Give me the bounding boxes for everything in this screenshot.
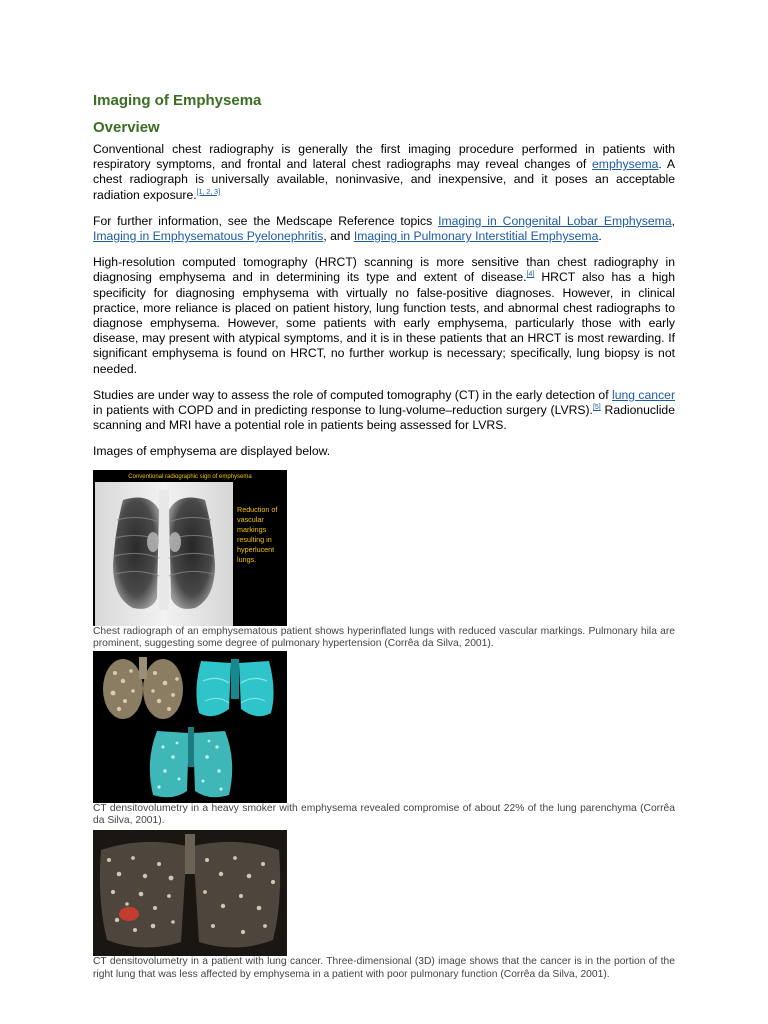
p3-text-b: HRCT also has a high specificity for diagnosing emphysema with virtually no false-positive diagnoses. However, in clinical practice, more reliance is placed on patient history, lung function tests, and abnormal chest radiographs to diagnose emphysema. However, some patients with early emphysema, particularly those with early disease, may present with atypical symptoms, and it is in these patients that an HRCT is most rewarding. If significant emphysema is found on HRCT, no further workup is necessary; specifically, lung biopsy is not needed.: [93, 270, 675, 376]
p2-sep1: ,: [671, 213, 675, 228]
p2-text-a: For further information, see the Medscape Reference topics: [93, 213, 439, 228]
paragraph-radiography: [93, 142, 675, 203]
p4-text-b: in patients with COPD and in predicting response to lung-volume–reduction surgery (LVRS).: [93, 403, 593, 418]
link-congenital-lobar-emphysema[interactable]: Imaging in Congenital Lobar Emphysema: [438, 213, 672, 228]
page-title: Imaging of Emphysema: [93, 92, 262, 109]
link-pulmonary-interstitial-emphysema[interactable]: Imaging in Pulmonary Interstitial Emphysema: [353, 229, 599, 244]
figure-ct-densitovolumetry: [93, 651, 287, 803]
figure-caption: CT densitovolumetry in a patient with lung cancer. Three-dimensional (3D) image shows that the cancer is in the portion of the right lung that was less affected by emphysema in a patient with poor pulmonary function (Corrêa da Silva, 2001).: [93, 956, 675, 980]
figure-header-text: Conventional radiographic sign of emphysema: [128, 473, 252, 480]
annotation-line: lungs.: [237, 554, 257, 564]
tumor-marker: [119, 907, 139, 921]
p3-text-a: High-resolution computed tomography (HRCT) scanning is more sensitive than chest radiography in diagnosing emphysema and in determining its type and extent of disease.: [93, 255, 675, 285]
link-emphysematous-pyelonephritis[interactable]: Imaging in Emphysematous Pyelonephritis: [93, 229, 324, 244]
p2-sep2: , and: [323, 229, 354, 244]
annotation-line: hyperlucent: [237, 544, 275, 554]
p4-text-c: Radionuclide scanning and MRI have a potential role in patients being assessed for LVRS.: [93, 403, 675, 433]
ct-3d-lung-cancer-image: [93, 830, 287, 956]
annotation-line: resulting in: [237, 534, 272, 544]
article: [93, 92, 675, 981]
paragraph-further-info: [93, 214, 675, 244]
paragraph-ct-studies: [93, 388, 675, 434]
reference-link[interactable]: [4]: [526, 271, 535, 279]
p1-text-a: Conventional chest radiography is generally the first imaging procedure performed in patients with respiratory symptoms, and frontal and lateral chest radiographs may reveal changes of: [93, 142, 675, 172]
p1-text-b: . A chest radiograph is universally available, noninvasive, and inexpensive, and it poses an acceptable radiation exposure.: [93, 157, 676, 202]
annotation-line: markings: [237, 524, 267, 534]
p4-text-a: Studies are under way to assess the role of computed tomography (CT) in the early detection of: [93, 387, 612, 402]
paragraph-hrct: [93, 255, 675, 377]
chest-radiograph-image: [93, 470, 287, 626]
figure-caption: CT densitovolumetry in a heavy smoker with emphysema revealed compromise of about 22% of the lung parenchyma (Corrêa da Silva, 2001).: [93, 802, 675, 827]
reference-link[interactable]: [5]: [592, 403, 601, 411]
ct-densitovolumetry-image: [93, 651, 287, 803]
annotation-line: vascular: [237, 514, 264, 524]
figure-caption: Chest radiograph of an emphysematous patient shows hyperinflated lungs with reduced vascular markings. Pulmonary hila are prominent, suggesting some degree of pulmonary hypertension (Corrêa da Silva, 2001).: [93, 625, 675, 650]
figure-3d-lung-cancer: [93, 830, 287, 956]
section-heading: Overview: [93, 119, 160, 136]
paragraph-images-intro: Images of emphysema are displayed below.: [93, 444, 331, 459]
figure-chest-radiograph: [93, 470, 287, 626]
link-emphysema[interactable]: emphysema: [592, 157, 659, 172]
p2-end: .: [598, 229, 602, 244]
reference-link[interactable]: [1, 2, 3]: [196, 188, 221, 196]
link-lung-cancer[interactable]: lung cancer: [611, 387, 675, 402]
annotation-line: Reduction of: [237, 504, 278, 514]
